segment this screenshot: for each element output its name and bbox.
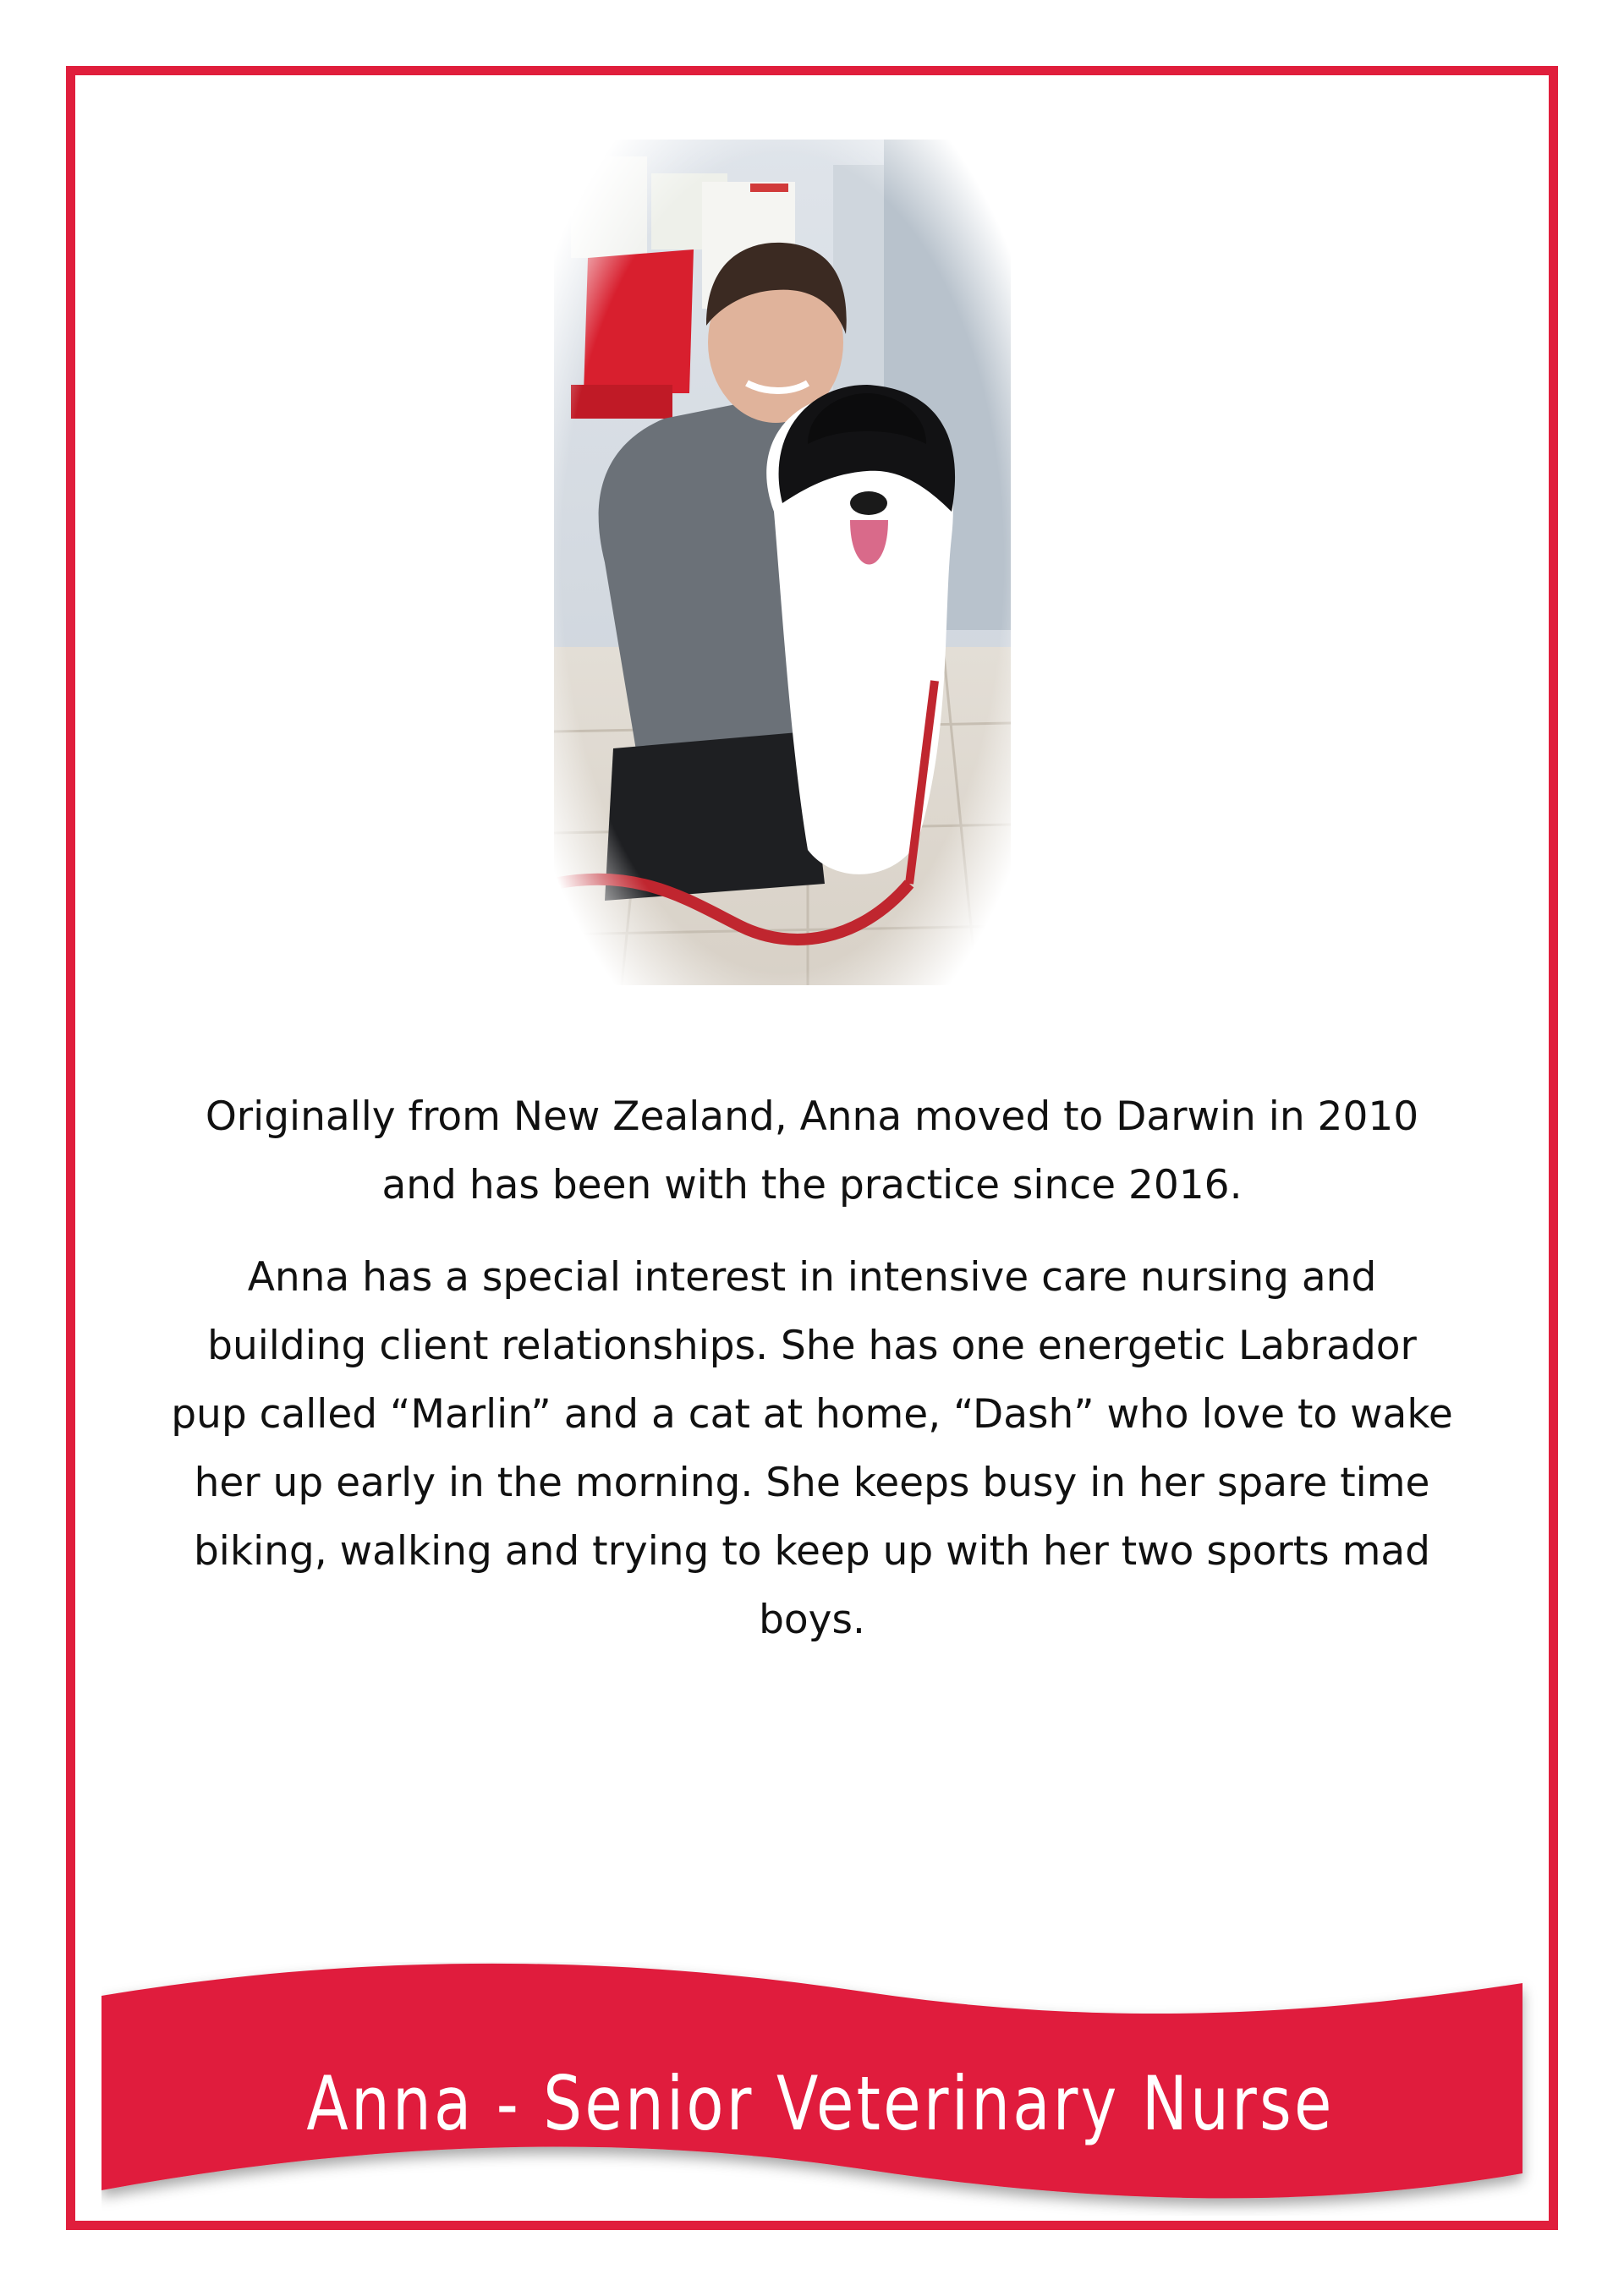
bio-paragraph-interests: Anna has a special interest in intensive care nursing and building client relationships. She has one energetic Labrador pup called “Marlin” and a cat at home, “Dash” who love to wake her up early in the morning. She keeps busy in her spare time biking, walking and trying to keep up with her two sports mad boys.	[171, 1254, 1453, 1643]
staff-bio	[169, 1082, 1455, 1654]
banner-title: Anna - Senior Veterinary Nurse	[306, 2060, 1335, 2147]
staff-photo	[554, 140, 1011, 985]
name-banner	[102, 1962, 1539, 2216]
bio-paragraph-origin: Originally from New Zealand, Anna moved to Darwin in 2010 and has been with the practice since 2016.	[205, 1093, 1419, 1208]
